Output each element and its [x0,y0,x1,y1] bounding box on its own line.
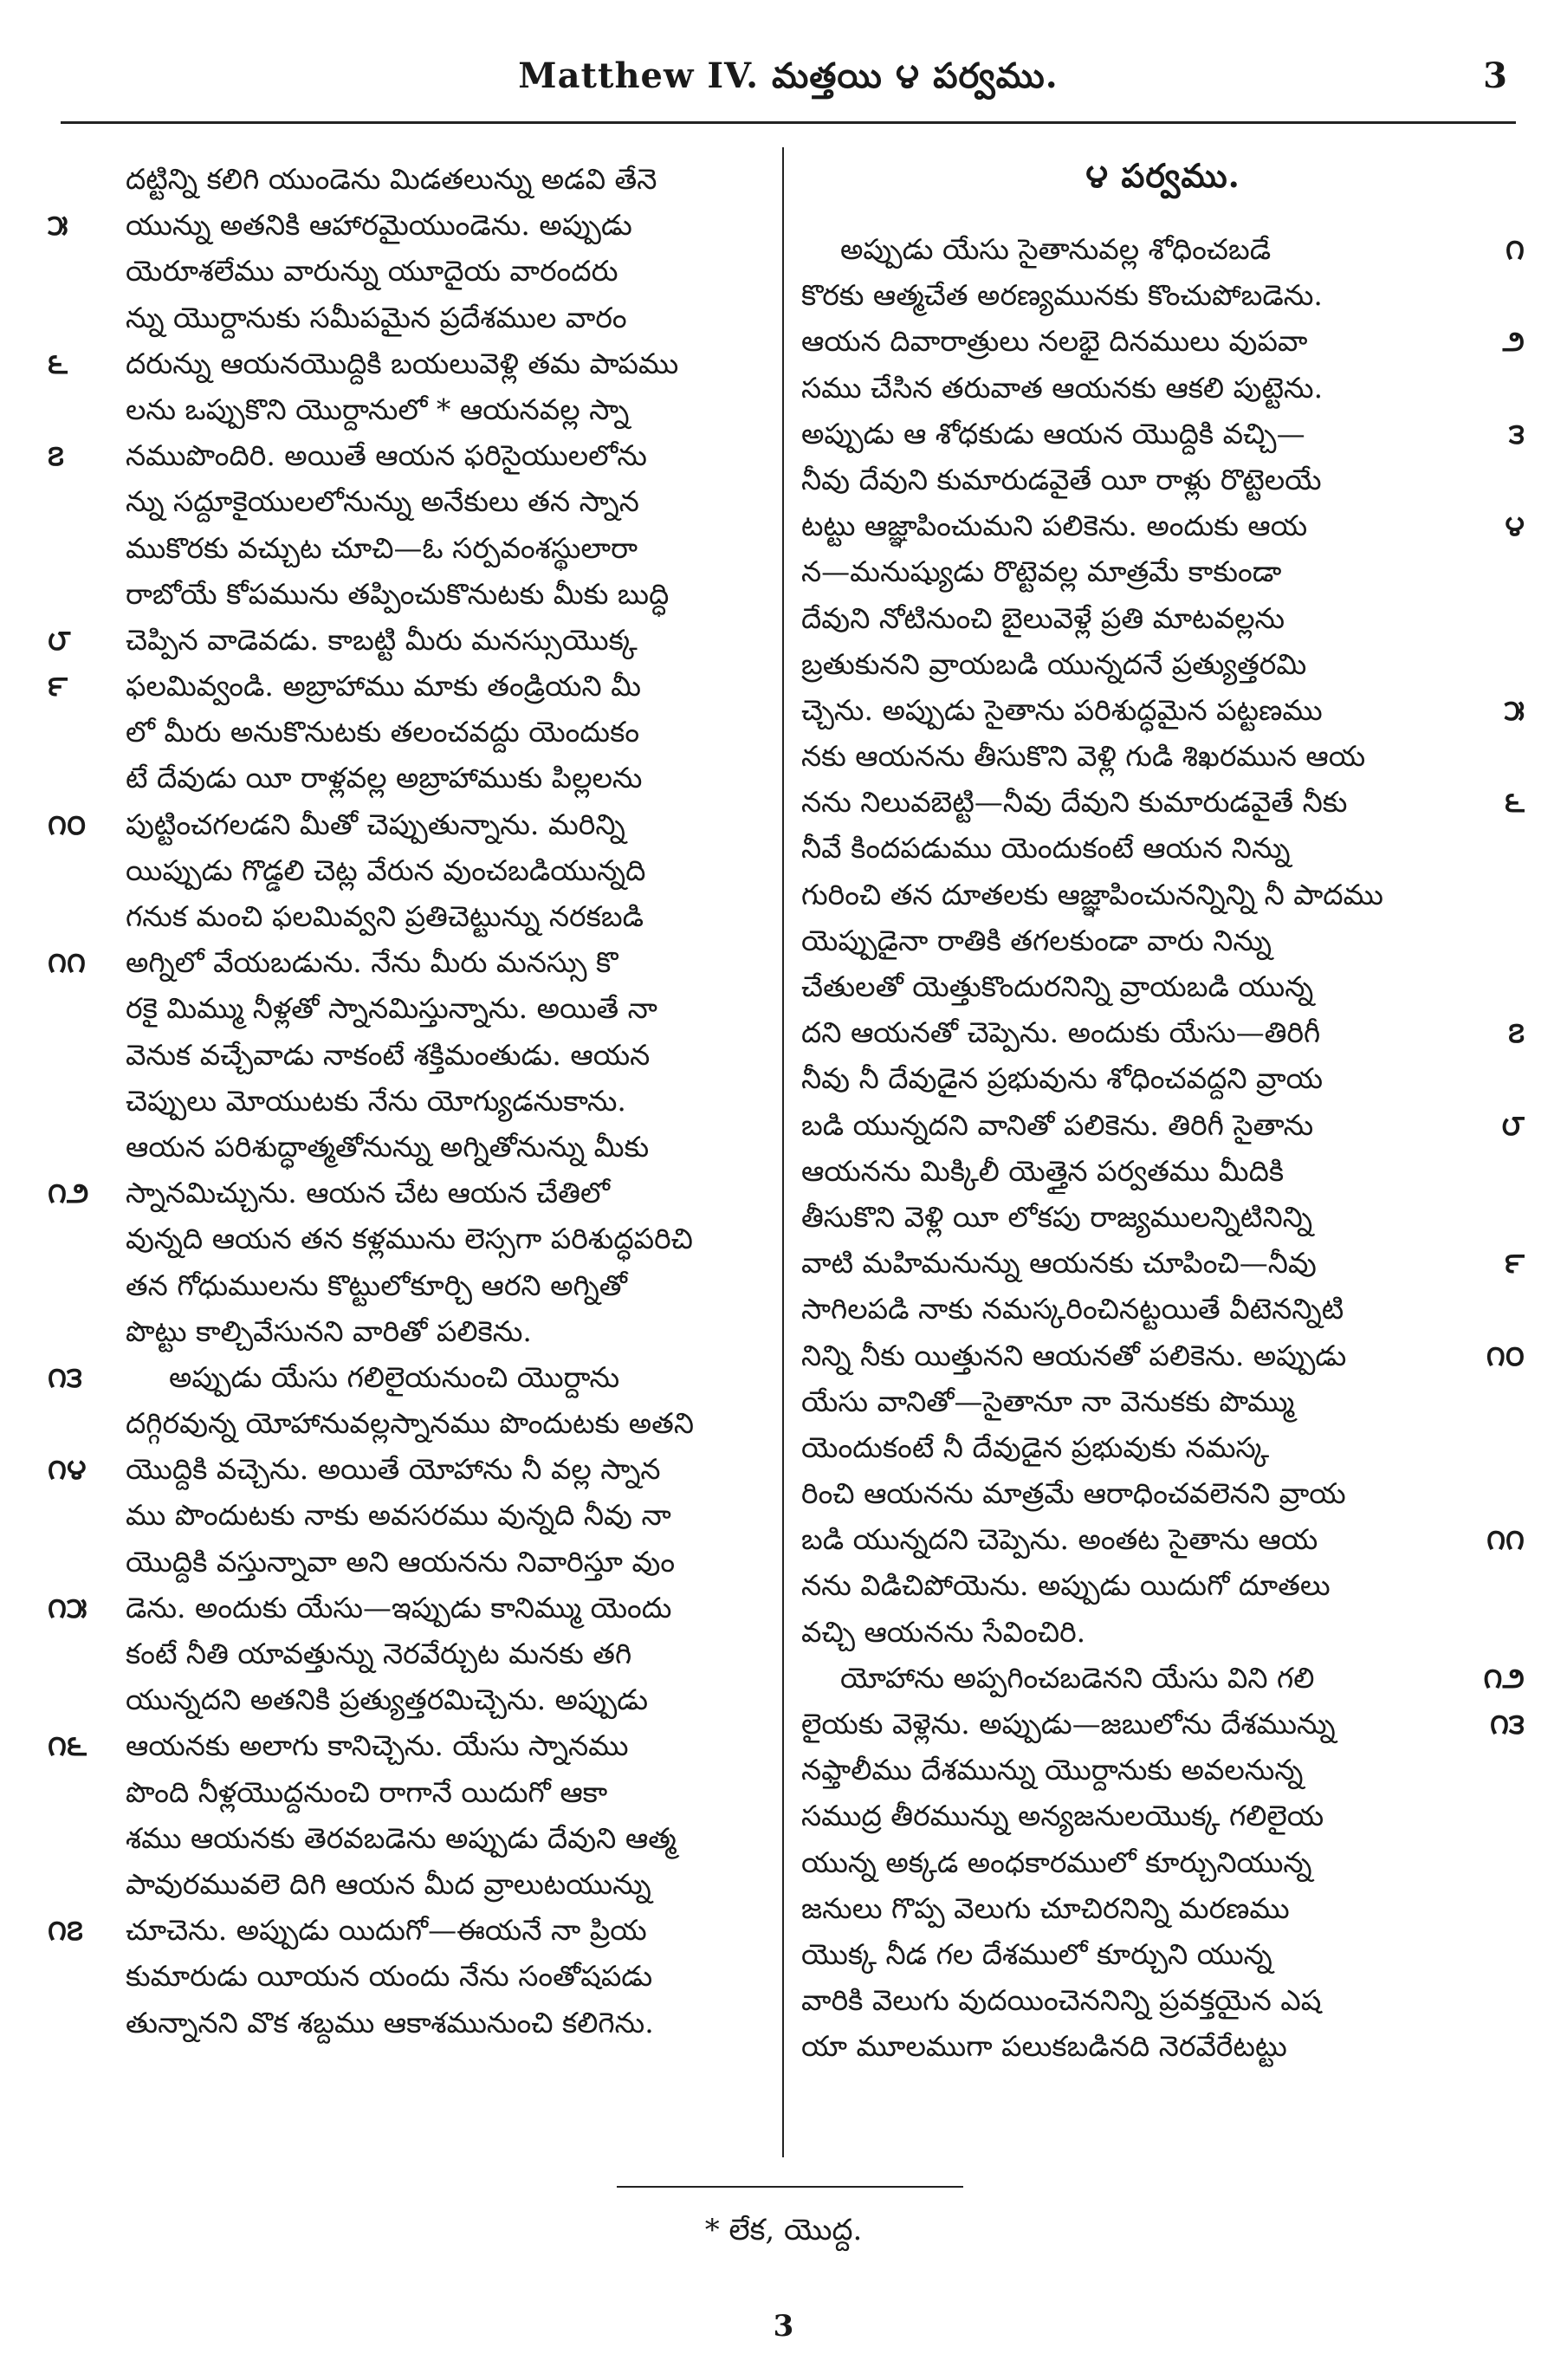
line-text: న—మనుష్యుడు రొట్టెవల్ల మాత్రమే కాకుండా [801,554,1282,589]
line-text: టే దేవుడు యీ రాళ్లవల్ల అబ్రాహాముకు పిల్లలను [126,761,643,795]
line-text: పొట్టు కాల్చివేసునని వారితో పలికెను. [126,1313,532,1348]
line-text: ఫలమివ్వండి. అబ్రాహాము మాకు తండ్రియని మీ [126,669,642,704]
text-line [48,1539,784,1585]
text-line [48,571,784,617]
verse-number: ౧౬ [48,1728,87,1763]
text-line [48,755,784,801]
text-line [48,1262,784,1308]
line-text: నిన్ని నీకు యిత్తునని ఆయనతో పలికెను. అప్పుడు [801,1338,1347,1372]
line-text: ఆయన పరిశుద్ధాత్మతోనున్ను అగ్నితోనున్ను మీకు [126,1129,650,1164]
text-line [801,1516,1525,1562]
text-line [801,963,1525,1009]
line-text: దని ఆయనతో చెప్పెను. అందుకు యేసు—తిరిగీ [801,1015,1321,1050]
line-text: తన గోధుములను కొట్టులోకూర్చి ఆరని అగ్నితో [126,1268,628,1302]
text-line [48,156,784,202]
text-line [801,1055,1525,1101]
line-text: యొద్దికి వచ్చెను. అయితే యోహాను నీ వల్ల స్నాన [126,1452,661,1487]
text-line [801,1839,1525,1885]
line-text: తున్నానని వొక శబ్దము ఆకాశమునుంచి కలిగెను. [126,2005,654,2040]
text-line [801,1194,1525,1240]
line-text: చేతులతో యెత్తుకొందురనిన్ని వ్రాయబడి యున్న [801,970,1314,1003]
line-text: చ్చెను. అప్పుడు సైతాను పరిశుద్ధమైన పట్టణము [801,692,1323,727]
line-text: సము చేసిన తరువాత ఆయనకు ఆకలి పుట్టెను. [801,370,1324,405]
line-text: పావురమువలె దిగి ఆయన మీద వ్రాలుటయున్ను [126,1866,651,1901]
verse-number: ౫ [48,208,68,243]
line-text: యొక్క నీడ గల దేశములో కూర్చుని యున్న [801,1936,1272,1971]
text-line [48,709,784,755]
text-line [801,1609,1525,1655]
text-line [48,1032,784,1078]
text-line [48,1446,784,1492]
footnote-rule [617,2186,963,2188]
text-line [48,617,784,663]
line-text: యున్నదని అతనికి ప్రత్యుత్తరమిచ్చెను. అప్పుడు [126,1683,649,1717]
text-line [48,801,784,847]
verse-number: ౪ [1505,509,1525,543]
verse-number: ౧౩ [1490,1707,1525,1741]
line-text: బడి యున్నదని వానితో పలికెను. తిరిగీ సైతాను [801,1107,1314,1142]
line-text: కుమారుడు యీయన యందు నేను సంతోషపడు [126,1959,653,1994]
verse-number: ౩ [1508,416,1525,451]
text-line [801,1240,1525,1286]
text-line [801,1562,1525,1608]
text-line [48,432,784,478]
line-text: లైయకు వెళ్లెను. అప్పుడు—జబులోను దేశమున్ను [801,1707,1336,1741]
line-text: యున్న అక్కడ అంధకారములో కూర్చునియున్న [801,1845,1312,1879]
line-text: శము ఆయనకు తెరవబడెను అప్పుడు దేవుని ఆత్మ [126,1820,677,1855]
line-text: రించి ఆయనను మాత్రమే ఆరాధించవలెనని వ్రాయ [801,1476,1346,1511]
line-text: గురించి తన దూతలకు ఆజ్ఞాపించునన్నిన్ని నీ పాదము [801,877,1383,911]
verse-number: ౮ [1501,1107,1525,1142]
text-line [801,318,1525,364]
text-line [48,1170,784,1216]
line-text: దరున్ను ఆయనయొద్దికి బయలువెళ్లి తమ పాపము [126,346,679,380]
verse-number: ౧౦ [48,807,87,841]
line-text: యిప్పుడు గొడ్డలి చెట్ల వేరున వుంచబడియున్నది [126,853,646,887]
line-text: యేసు వానితో—సైతానూ నా వెనుకకు పొమ్ము [801,1384,1295,1418]
line-text: నకు ఆయనను తీసుకొని వెళ్లి గుడి శిఖరమున ఆయ [801,739,1366,774]
line-text: యొద్దికి వస్తున్నావా అని ఆయనను నివారిస్తూ వుం [126,1544,676,1579]
line-text: సముద్ర తీరమున్ను అన్యజనులయొక్క గలిలైయ [801,1799,1324,1833]
text-line [801,365,1525,411]
text-line [801,1747,1525,1793]
line-text: యెందుకంటే నీ దేవుడైన ప్రభువుకు నమస్క [801,1430,1270,1464]
text-line [801,1009,1525,1055]
line-text: బడి యున్నదని చెప్పెను. అంతట సైతాను ఆయ [801,1522,1318,1557]
verse-number: ౯ [1504,1246,1525,1281]
text-line [801,272,1525,318]
right-column [801,156,1525,2070]
line-text: లో మీరు అనుకొనుటకు తలంచవద్దు యెందుకం [126,715,640,749]
verse-number: ౬ [48,346,68,380]
text-line [801,733,1525,779]
line-text: న్ను సద్దూకైయులలోనున్ను అనేకులు తన స్నాన [126,484,639,519]
text-line [48,1631,784,1676]
text-line [801,1655,1525,1701]
line-text: ఆయన దివారాత్రులు నలభై దినములు వుపవా [801,324,1308,359]
page-header [61,43,1516,124]
line-text: నీవు నీ దేవుడైన ప్రభువును శోధించవద్దని వ్రాయ [801,1061,1324,1096]
line-text: ముకొరకు వచ్చుట చూచి—ఓ సర్పవంశస్థులారా [126,530,638,565]
line-text: లను ఒప్పుకొని యొర్దానులో * ఆయనవల్ల స్నా [126,392,630,426]
right-column-lines [801,226,1525,2070]
text-line [48,1722,784,1768]
chapter-heading: ౪ పర్వము. [1085,156,1240,195]
text-line [48,893,784,939]
text-line [48,1492,784,1538]
text-line [48,1815,784,1861]
line-text: సాగిలపడి నాకు నమస్కరించినట్టయితే వీటెనన్నిటి [801,1292,1344,1326]
text-line [801,1977,1525,2023]
verse-number: ౧౧ [1486,1522,1525,1557]
line-text: డెను. అందుకు యేసు—ఇప్పుడు కానిమ్ము యెందు [126,1590,672,1624]
text-line [801,1102,1525,1148]
verse-number: ౬ [1504,785,1525,820]
line-text: నముపొందిరి. అయితే ఆయన ఫరిసైయులలోను [126,438,647,473]
line-text: చెప్పిన వాడెవడు. కాబట్టి మీరు మనస్సుయొక్క [126,622,638,657]
text-line [801,1424,1525,1470]
verse-number: ౧౦ [1486,1338,1525,1372]
text-line [801,1793,1525,1839]
line-text: నీవే కిందపడుము యెందుకంటే ఆయన నిన్ను [801,831,1291,866]
text-line [801,1148,1525,1194]
text-line [801,2023,1525,2069]
line-text: యున్ను అతనికి ఆహారమైయుండెను. అప్పుడు [126,208,632,243]
line-text: దట్టిన్ని కలిగి యుండెను మిడతలున్ను అడవి తేనె [126,162,657,196]
text-line [801,595,1525,641]
text-line [48,1216,784,1261]
line-text: వున్నది ఆయన తన కళ్లమును లెస్సగా పరిశుద్ధపరిచి [126,1222,693,1256]
text-line [801,411,1525,457]
line-text: ఆయనను మిక్కిలీ యెత్తైన పర్వతము మీదికి [801,1153,1285,1188]
line-text: గనుక మంచి ఫలమివ్వని ప్రతిచెట్టున్ను నరకబడి [126,899,644,933]
line-text: జనులు గొప్ప వెలుగు చూచిరనిన్ని మరణము [801,1890,1290,1925]
left-column [48,156,784,2046]
text-line [48,1676,784,1722]
text-line [48,1769,784,1815]
verse-number: ౮ [48,622,71,657]
text-line [48,386,784,432]
text-line [801,918,1525,963]
text-line [48,1078,784,1124]
line-text: దగ్గిరవున్న యోహానువల్లస్నానము పొందుటకు అతని [126,1406,694,1441]
line-text: స్నానమిచ్చును. ఆయన చేట ఆయన చేతిలో [126,1176,610,1210]
text-line [801,825,1525,871]
text-line [48,847,784,893]
text-line [48,2000,784,2046]
line-text: యా మూలముగా పలుకబడినది నెరవేరేటట్టు [801,2029,1287,2064]
line-text: నను నిలువబెట్టి—నీవు దేవుని కుమారుడవైతే నీకు [801,785,1348,820]
text-line [48,525,784,571]
line-text: వెనుక వచ్చేవాడు నాకంటే శక్తిమంతుడు. ఆయన [126,1037,651,1072]
line-text: చెప్పులు మోయుటకు నేను యోగ్యుడనుకాను. [126,1083,626,1118]
verse-number: ౫ [1504,692,1525,727]
header-page-number: 3 [1483,55,1507,96]
text-line [48,1585,784,1631]
text-line [48,985,784,1031]
line-text: నను విడిచిపోయెను. అప్పుడు యిదుగో దూతలు [801,1568,1331,1603]
verse-number: ౯ [48,669,68,704]
text-line [801,1885,1525,1931]
line-text: బ్రతుకునని వ్రాయబడి యున్నదనే ప్రత్యుత్తరమి [801,646,1307,681]
line-text: దేవుని నోటినుంచి బైలువెళ్లే ప్రతి మాటవల్లను [801,600,1285,635]
text-line [48,1400,784,1446]
text-line [48,1124,784,1170]
line-text: ము పొందుటకు నాకు అవసరము వున్నది నీవు నా [126,1498,671,1533]
text-line [48,202,784,248]
text-line [801,1333,1525,1378]
line-text: వచ్చి ఆయనను సేవించిరి. [801,1614,1086,1649]
verse-number: ౭ [1508,1015,1525,1050]
text-line [48,1953,784,1999]
line-text: ఆయనకు అలాగు కానిచ్చెను. యేసు స్నానము [126,1728,629,1763]
text-line [48,939,784,985]
footnote: * లేక, యొద్ద. [704,2213,863,2247]
text-line [801,548,1525,594]
line-text: అప్పుడు యేసు గలిలైయనుంచి యొర్దాను [169,1359,620,1394]
line-text: తీసుకొని వెళ్లి యీ లోకపు రాజ్యములన్నిటినిన్ని [801,1199,1313,1234]
line-text: కొరకు ఆత్మచేత అరణ్యమునకు కొంచుపోబడెను. [801,278,1323,313]
text-line [48,663,784,709]
line-text: వారికి వెలుగు వుదయించెననిన్ని ప్రవక్తయైన ఎష [801,1983,1322,2018]
text-line [801,1470,1525,1516]
line-text: రకై మిమ్ము నీళ్లతో స్నానమిస్తున్నాను. అయితే నా [126,991,657,1026]
line-text: న్ను యొర్దానుకు సమీపమైన ప్రదేశముల వారం [126,300,627,334]
verse-number: ౭ [48,438,64,473]
line-text: కంటే నీతి యావత్తున్ను నెరవేర్చుట మనకు తగి [126,1637,632,1670]
line-text: నీవు దేవుని కుమారుడవైతే యీ రాళ్లు రొట్టెలయే [801,462,1322,496]
line-text: చూచెను. అప్పుడు యిదుగో—ఈయనే నా ప్రియ [126,1913,647,1948]
line-text: పుట్టించగలడని మీతో చెప్పుతున్నాను. మరిన్ని [126,807,625,841]
line-text: అప్పుడు ఆ శోధకుడు ఆయన యొద్దికి వచ్చి— [801,416,1305,451]
text-line [48,248,784,294]
text-line [801,779,1525,825]
verse-number: ౧౪ [48,1452,87,1487]
running-title: Matthew IV. మత్తయి ౪ పర్వము. [518,55,1059,96]
verse-number: ౧౭ [48,1913,83,1948]
text-line [801,1378,1525,1424]
line-text: యెప్పుడైనా రాతికి తగలకుండా వారు నిన్ను [801,923,1272,957]
line-text: నఫ్తాలీము దేశమున్ను యొర్దానుకు అవలనున్న [801,1753,1304,1787]
verse-number: ౧ [1505,232,1525,266]
line-text: టట్టు ఆజ్ఞాపించుమని పలికెను. అందుకు ఆయ [801,509,1308,543]
line-text: అగ్నిలో వేయబడును. నేను మీరు మనస్సు కొ [126,945,618,980]
verse-number: ౨ [1502,324,1525,359]
text-line [801,1286,1525,1332]
text-line [801,226,1525,272]
text-line [48,340,784,386]
verse-number: ౧౧ [48,945,86,980]
line-text: వాటి మహిమనున్ను ఆయనకు చూపించి—నీవు [801,1246,1317,1281]
page-number: 3 [773,2309,794,2344]
line-text: అప్పుడు యేసు సైతానువల్ల శోధించబడే [840,232,1272,266]
text-line [48,1861,784,1907]
verse-number: ౧౩ [48,1359,82,1394]
verse-number: ౧౨ [1483,1660,1525,1695]
text-line [801,1931,1525,1977]
text-line [801,872,1525,918]
line-text: యెరూశలేము వారున్ను యూదైయ వారందరు [126,254,618,289]
verse-number: ౧౫ [48,1590,87,1624]
text-line [48,478,784,524]
text-line [48,295,784,340]
line-text: యోహాను అప్పగించబడెనని యేసు విని గలి [840,1660,1315,1695]
line-text: రాబోయే కోపమును తప్పించుకొనుటకు మీకు బుద్ధి [126,576,670,611]
text-line [801,503,1525,548]
verse-number: ౧౨ [48,1176,89,1210]
text-line [801,457,1525,503]
text-line [48,1308,784,1354]
text-line [801,687,1525,733]
text-line [48,1354,784,1400]
line-text: పొంది నీళ్లయొద్దనుంచి రాగానే యిదుగో ఆకా [126,1774,608,1809]
text-line [48,1907,784,1953]
text-line [801,1701,1525,1747]
text-line [801,641,1525,687]
